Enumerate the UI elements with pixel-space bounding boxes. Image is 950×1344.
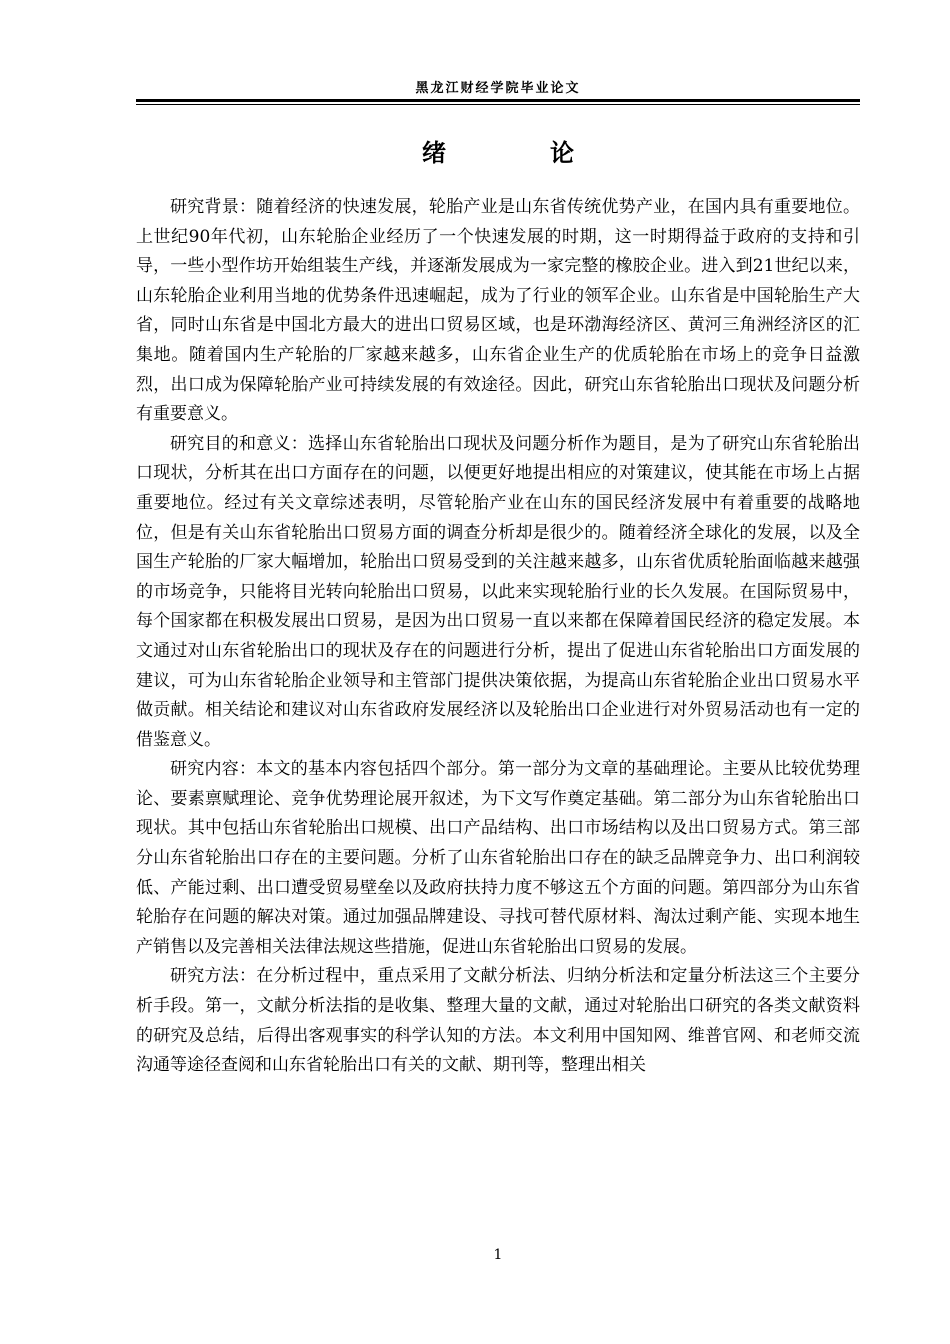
paragraph-research-background: 研究背景：随着经济的快速发展，轮胎产业是山东省传统优势产业，在国内具有重要地位。上世纪90年代初，山东轮胎企业经历了一个快速发展的时期，这一时期得益于政府的支持和引导，一些小型作坊开始组装生产线，并逐渐发展成为一家完整的橡胶企业。进入到21世纪以来，山东轮胎企业利用当地的优势条件迅速崛起，成为了行业的领军企业。山东省是中国轮胎生产大省，同时山东省是中国北方最大的进出口贸易区域，也是环渤海经济区、黄河三角洲经济区的汇集地。随着国内生产轮胎的厂家越来越多，山东省企业生产的优质轮胎在市场上的竞争日益激烈，出口成为保障轮胎产业可持续发展的有效途径。因此，研究山东省轮胎出口现状及问题分析有重要意义。 [136, 197, 860, 425]
paragraph-research-method: 研究方法：在分析过程中，重点采用了文献分析法、归纳分析法和定量分析法这三个主要分析手段。第一，文献分析法指的是收集、整理大量的文献，通过对轮胎出口研究的各类文献资料的研究及总结，后得出客观事实的科学认知的方法。本文利用中国知网、维普官网、和老师交流沟通等途径查阅和山东省轮胎出口有关的文献、期刊等，整理出相关 [136, 966, 860, 1076]
page-number: 1 [493, 1247, 503, 1263]
paragraph-research-purpose: 研究目的和意义：选择山东省轮胎出口现状及问题分析作为题目，是为了研究山东省轮胎出口现状，分析其在出口方面存在的问题，以便更好地提出相应的对策建议，使其能在市场上占据重要地位。经过有关文章综述表明，尽管轮胎产业在山东的国民经济发展中有着重要的战略地位，但是有关山东省轮胎出口贸易方面的调查分析却是很少的。随着经济全球化的发展，以及全国生产轮胎的厂家大幅增加，轮胎出口贸易受到的关注越来越多，山东省优质轮胎面临越来越强的市场竞争，只能将目光转向轮胎出口贸易，以此来实现轮胎行业的长久发展。在国际贸易中，每个国家都在积极发展出口贸易，是因为出口贸易一直以来都在保障着国民经济的稳定发展。本文通过对山东省轮胎出口的现状及存在的问题进行分析，提出了促进山东省轮胎出口方面发展的建议，可为山东省轮胎企业领导和主管部门提供决策依据，为提高山东省轮胎企业出口贸易水平做贡献。相关结论和建议对山东省政府发展经济以及轮胎出口企业进行对外贸易活动也有一定的借鉴意义。 [136, 433, 860, 750]
section-title: 绪 论 [422, 139, 614, 167]
paragraph-research-content: 研究内容：本文的基本内容包括四个部分。第一部分为文章的基础理论。主要从比较优势理论、要素禀赋理论、竞争优势理论展开叙述，为下文写作奠定基础。第二部分为山东省轮胎出口现状。其中包括山东省轮胎出口规模、出口产品结构、出口市场结构以及出口贸易方式。第三部分山东省轮胎出口存在的主要问题。分析了山东省轮胎出口存在的缺乏品牌竞争力、出口利润较低、产能过剩、出口遭受贸易壁垒以及政府扶持力度不够这五个方面的问题。第四部分为山东省轮胎存在问题的解决对策。通过加强品牌建设、寻找可替代原材料、淘汰过剩产能、实现本地生产销售以及完善相关法律法规这些措施，促进山东省轮胎出口贸易的发展。 [136, 759, 860, 957]
header-rule-thin [136, 104, 860, 105]
body-text [136, 193, 860, 1081]
running-header: 黑龙江财经学院毕业论文 [415, 81, 581, 96]
header-rule-thick [136, 99, 860, 102]
